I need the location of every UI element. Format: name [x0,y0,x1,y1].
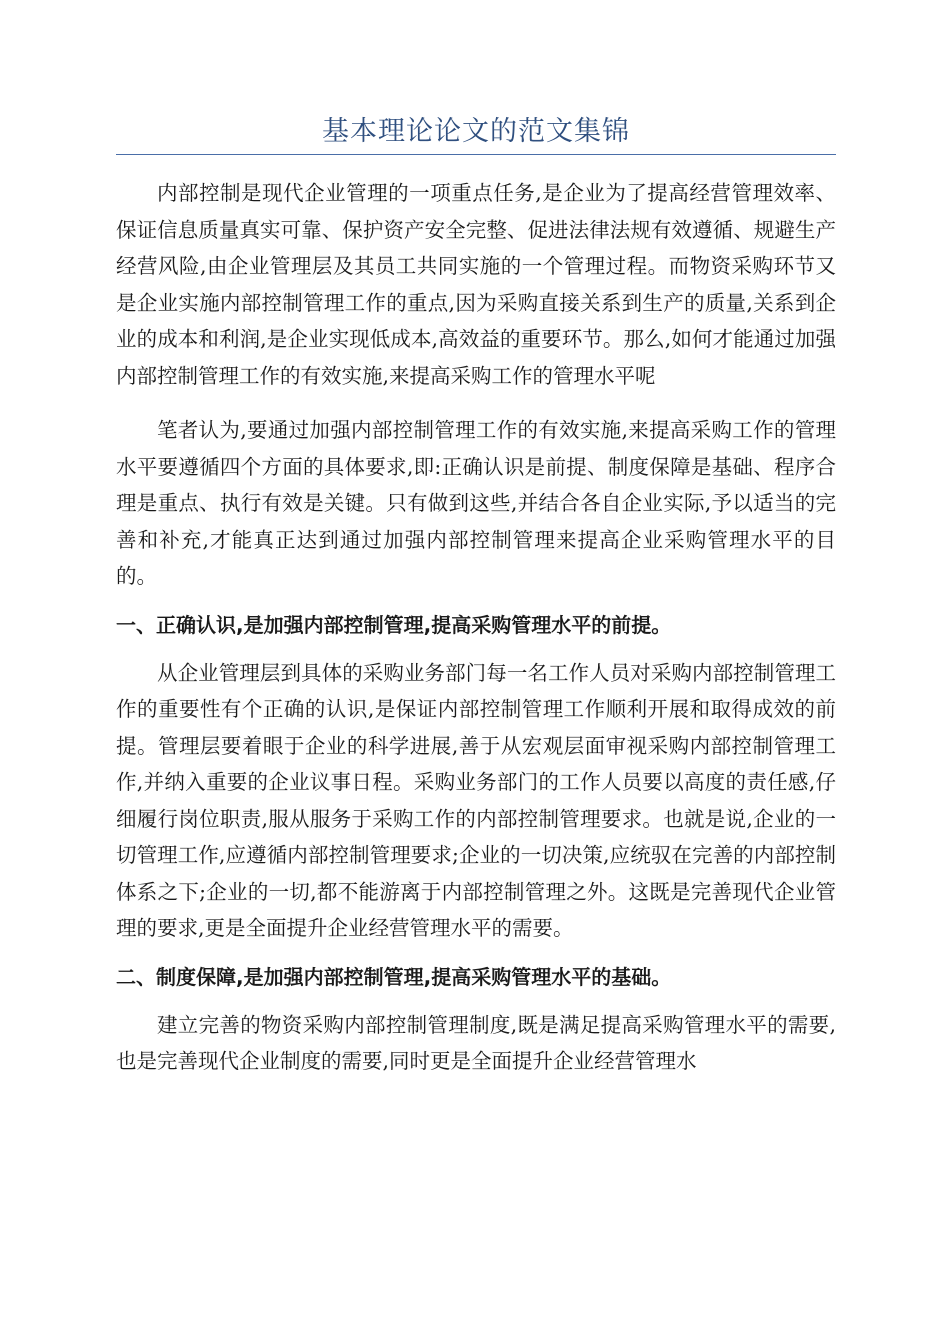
body-paragraph-3: 从企业管理层到具体的采购业务部门每一名工作人员对采购内部控制管理工作的重要性有个正确的认识,是保证内部控制管理工作顺利开展和取得成效的前提。管理层要着眼于企业的科学进展,善于从宏观层面审视采购内部控制管理工作,并纳入重要的企业议事日程。采购业务部门的工作人员要以高度的责任感,仔细履行岗位职责,服从服务于采购工作的内部控制管理要求。也就是说,企业的一切管理工作,应遵循内部控制管理要求;企业的一切决策,应统驭在完善的内部控制体系之下;企业的一切,都不能游离于内部控制管理之外。这既是完善现代企业管理的要求,更是全面提升企业经营管理水平的需要。 [116,660,836,940]
section-heading-1: 一、正确认识,是加强内部控制管理,提高采购管理水平的前提。 [116,612,672,637]
document-title: 基本理论论文的范文集锦 [322,116,630,147]
section-heading-2: 二、制度保障,是加强内部控制管理,提高采购管理水平的基础。 [116,964,672,989]
body-paragraph-4: 建立完善的物资采购内部控制管理制度,既是满足提高采购管理水平的需要,也是完善现代企业制度的需要,同时更是全面提升企业经营管理水 [116,1012,836,1073]
document-page [116,0,836,1080]
title-underline [116,154,836,155]
body-paragraph-2: 笔者认为,要通过加强内部控制管理工作的有效实施,来提高采购工作的管理水平要遵循四个方面的具体要求,即:正确认识是前提、制度保障是基础、程序合理是重点、执行有效是关键。只有做到这些,并结合各自企业实际,予以适当的完善和补充,才能真正达到通过加强内部控制管理来提高企业采购管理水平的目的。 [116,418,836,588]
body-paragraph-1: 内部控制是现代企业管理的一项重点任务,是企业为了提高经营管理效率、保证信息质量真实可靠、保护资产安全完整、促进法律法规有效遵循、规避生产经营风险,由企业管理层及其员工共同实施的一个管理过程。而物资采购环节又是企业实施内部控制管理工作的重点,因为采购直接关系到生产的质量,关系到企业的成本和利润,是企业实现低成本,高效益的重要环节。那么,如何才能通过加强内部控制管理工作的有效实施,来提高采购工作的管理水平呢 [116,181,836,388]
